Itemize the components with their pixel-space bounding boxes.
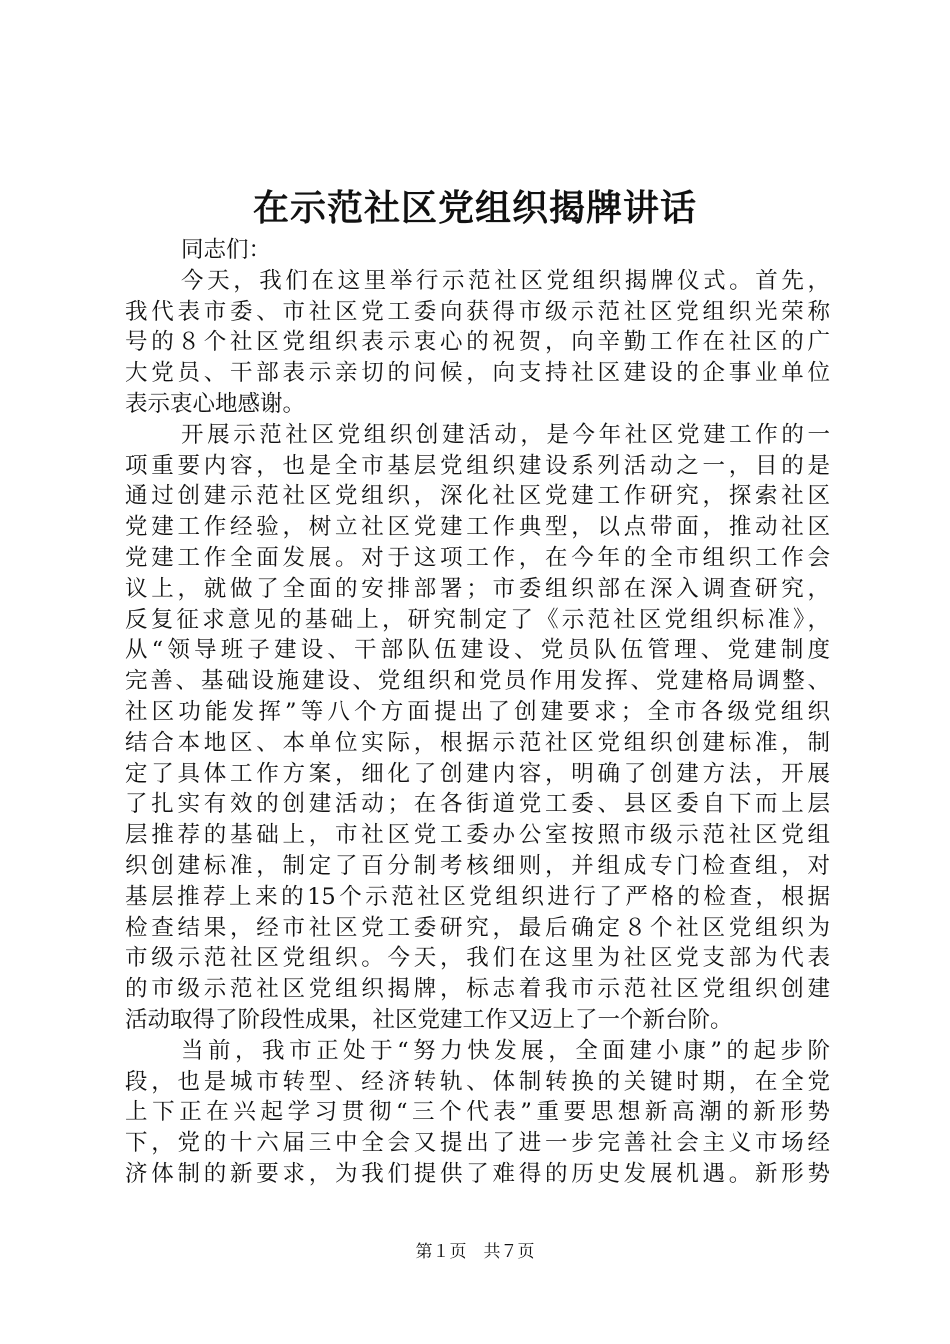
text-line: 大党员、干部表示亲切的问候，向支持社区建设的企事业单位 [125, 360, 830, 387]
text-line: 社区功能发挥”等八个方面提出了创建要求；全市各级党组织 [125, 698, 830, 725]
text-line: 党建工作经验，树立社区党建工作典型，以点带面，推动社区 [125, 514, 830, 541]
text-line: 活动取得了阶段性成果，社区党建工作又迈上了一个新台阶。 [125, 1006, 733, 1033]
text-line: 济体制的新要求，为我们提供了难得的历史发展机遇。新形势 [125, 1160, 830, 1187]
text-line: 定了具体工作方案，细化了创建内容，明确了创建方法，开展 [125, 760, 830, 787]
document-body [125, 235, 830, 1190]
text-line: 市级示范社区党组织。今天，我们在这里为社区党支部为代表 [125, 945, 830, 972]
text-line: 我代表市委、市社区党工委向获得市级示范社区党组织光荣称 [125, 298, 830, 325]
text-line: 议上，就做了全面的安排部署；市委组织部在深入调查研究， [125, 575, 830, 602]
text-line: 党建工作全面发展。对于这项工作，在今年的全市组织工作会 [125, 544, 830, 571]
text-line: 的市级示范社区党组织揭牌，标志着我市示范社区党组织创建 [125, 976, 830, 1003]
text-line: 当前，我市正处于“努力快发展，全面建小康”的起步阶 [181, 1037, 830, 1064]
text-line: 开展示范社区党组织创建活动，是今年社区党建工作的一 [181, 421, 830, 448]
text-line: 下，党的十六届三中全会又提出了进一步完善社会主义市场经 [125, 1130, 830, 1157]
text-line: 项重要内容，也是全市基层党组织建设系列活动之一，目的是 [125, 452, 830, 479]
text-line: 号的８个社区党组织表示衷心的祝贺，向辛勤工作在社区的广 [125, 329, 830, 356]
text-line: 检查结果，经市社区党工委研究，最后确定８个社区党组织为 [125, 914, 830, 941]
text-line: 了扎实有效的创建活动；在各街道党工委、县区委自下而上层 [125, 791, 830, 818]
text-line: 上下正在兴起学习贯彻“三个代表”重要思想新高潮的新形势 [125, 1099, 830, 1126]
text-line: 表示衷心地感谢。 [125, 390, 306, 417]
text-line: 通过创建示范社区党组织，深化社区党建工作研究，探索社区 [125, 483, 830, 510]
page-number-footer: 第１页 共７页 [415, 1242, 535, 1262]
salutation-line: 同志们： [181, 237, 272, 263]
document-title: 在示范社区党组织揭牌讲话 [252, 187, 697, 229]
text-line: 从“领导班子建设、干部队伍建设、党员队伍管理、党建制度 [125, 637, 830, 664]
text-line: 完善、基础设施建设、党组织和党员作用发挥、党建格局调整、 [125, 668, 830, 695]
text-line: 织创建标准，制定了百分制考核细则，并组成专门检查组，对 [125, 852, 830, 879]
text-line: 层推荐的基础上，市社区党工委办公室按照市级示范社区党组 [125, 822, 830, 849]
text-line: 结合本地区、本单位实际，根据示范社区党组织创建标准，制 [125, 729, 830, 756]
text-line: 基层推荐上来的15个示范社区党组织进行了严格的检查，根据 [125, 883, 830, 910]
text-line: 反复征求意见的基础上，研究制定了《示范社区党组织标准》， [125, 606, 830, 633]
text-line: 今天，我们在这里举行示范社区党组织揭牌仪式。首先， [181, 267, 830, 294]
text-line: 段，也是城市转型、经济转轨、体制转换的关键时期，在全党 [125, 1068, 830, 1095]
